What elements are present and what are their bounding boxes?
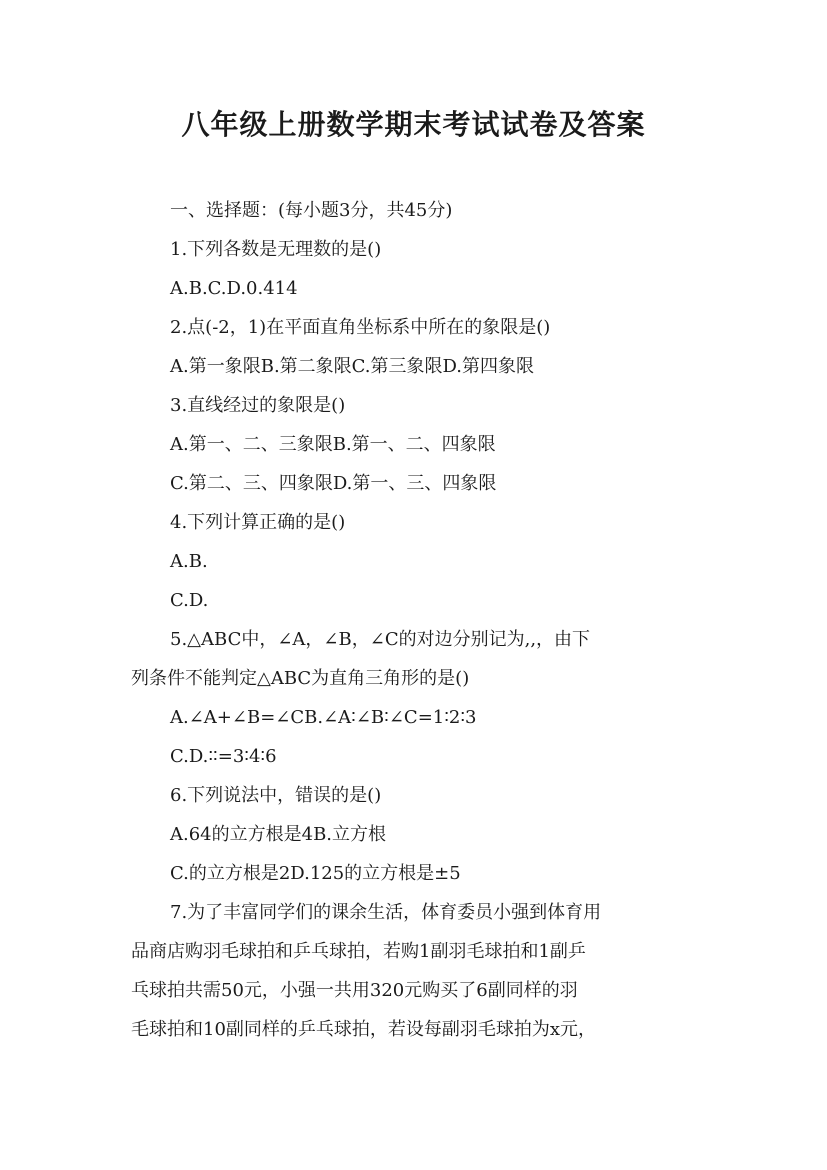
question-7-continued-2: 乓球拍共需50元，小强一共用320元购买了6副同样的羽 <box>131 980 578 1001</box>
question-7: 7.为了丰富同学们的课余生活，体育委员小强到体育用 <box>170 902 602 923</box>
question-4: 4.下列计算正确的是() <box>170 512 346 533</box>
question-7-continued-3: 毛球拍和10副同样的乒乓球拍，若设每副羽毛球拍为x元， <box>131 1019 597 1040</box>
section-heading: 一、选择题：(每小题3分，共45分) <box>170 200 453 221</box>
question-4-options-ab: A.B. <box>170 551 208 572</box>
question-7-continued-1: 品商店购羽毛球拍和乒乓球拍，若购1副羽毛球拍和1副乒 <box>131 941 586 962</box>
question-1: 1.下列各数是无理数的是() <box>170 239 382 260</box>
question-3: 3.直线经过的象限是() <box>170 395 346 416</box>
question-5-options-cd: C.D.∶∶=3∶4∶6 <box>170 746 277 767</box>
question-6-options-ab: A.64的立方根是4B.立方根 <box>170 824 387 845</box>
question-2: 2.点(-2，1)在平面直角坐标系中所在的象限是() <box>170 317 551 338</box>
question-4-options-cd: C.D. <box>170 590 209 611</box>
question-6: 6.下列说法中，错误的是() <box>170 785 382 806</box>
question-5: 5.△ABC中，∠A，∠B，∠C的对边分别记为,,，由下 <box>170 629 591 650</box>
question-2-options: A.第一象限B.第二象限C.第三象限D.第四象限 <box>170 356 535 377</box>
question-6-options-cd: C.的立方根是2D.125的立方根是±5 <box>170 863 461 884</box>
question-5-options-ab: A.∠A+∠B=∠CB.∠A∶∠B∶∠C=1∶2∶3 <box>170 707 477 728</box>
question-3-options-cd: C.第二、三、四象限D.第一、三、四象限 <box>170 473 497 494</box>
document-title: 八年级上册数学期末考试试卷及答案 <box>181 108 646 141</box>
question-5-continued: 列条件不能判定△ABC为直角三角形的是() <box>131 668 470 689</box>
question-3-options-ab: A.第一、二、三象限B.第一、二、四象限 <box>170 434 496 455</box>
question-1-options: A.B.C.D.0.414 <box>170 278 298 299</box>
